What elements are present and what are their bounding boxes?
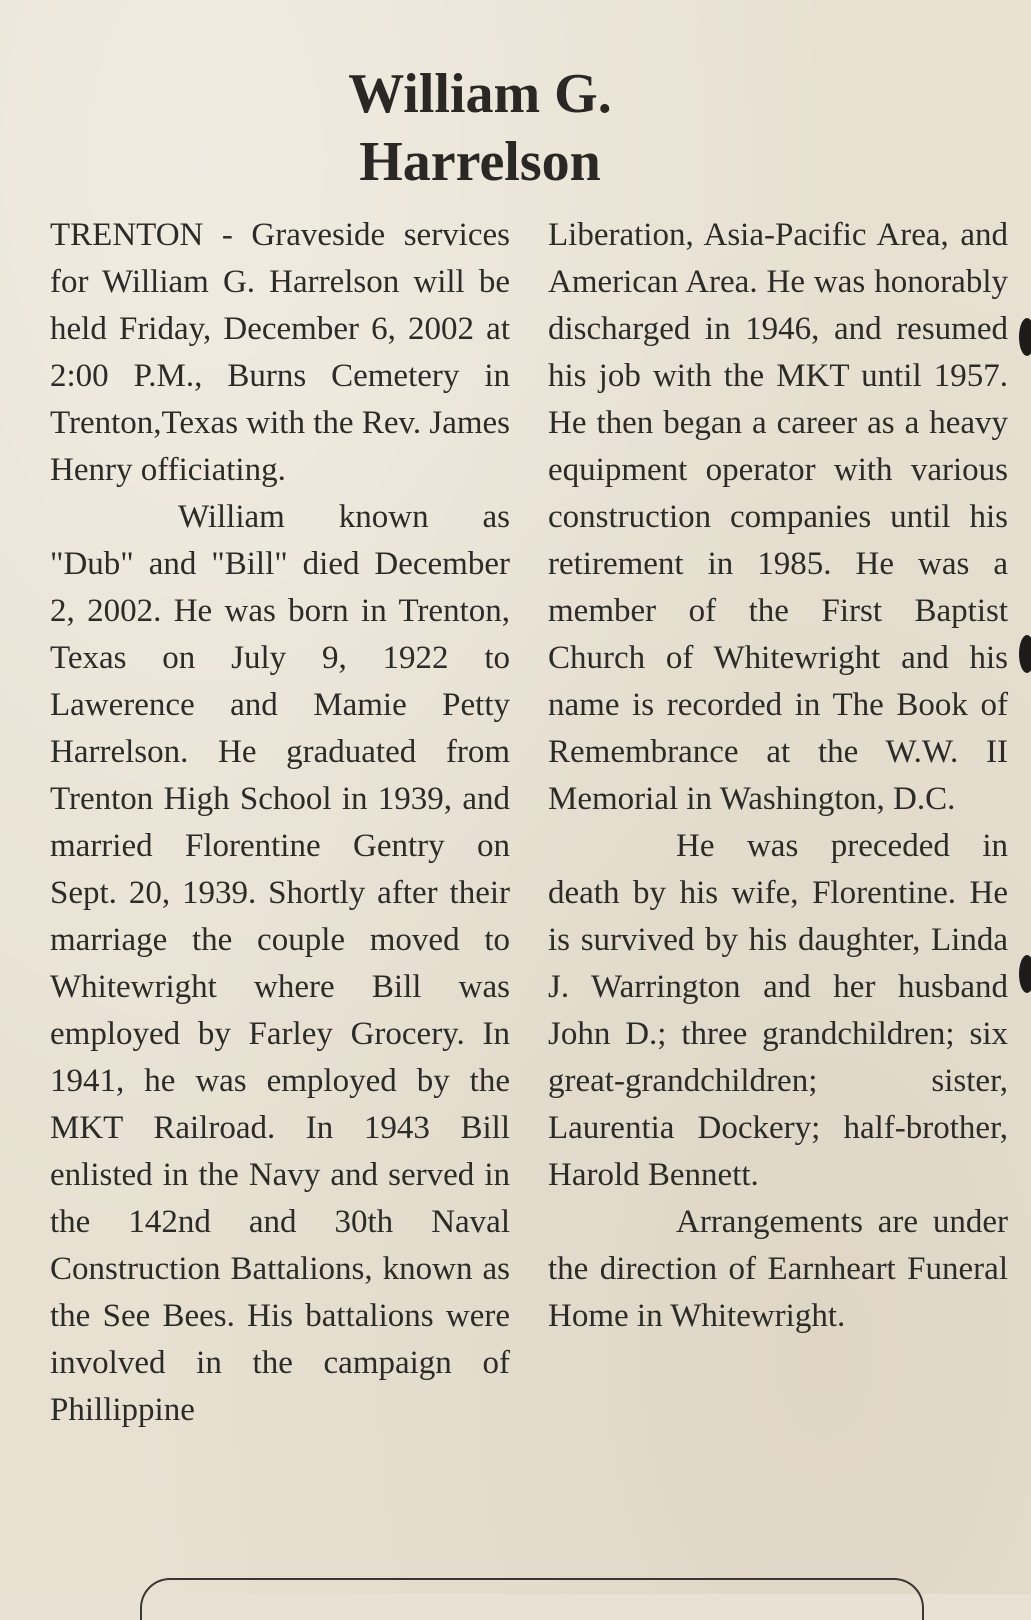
right-column xyxy=(548,212,1008,1340)
obituary-headline xyxy=(0,60,960,196)
paragraph-services: TRENTON - Graveside services for William G. Harrelson will be held Friday, December 6, 2002 at 2:00 P.M., Burns Cemetery in Trenton,Texas with the Rev. James Henry officiating. xyxy=(50,217,510,488)
binder-hole-mark xyxy=(1019,955,1031,993)
paragraph-survivors: He was preceded in death by his wife, Florentine. He is survived by his daughter, Linda J. Warrington and her husband John D.; three grandchildren; six great-grandchildren; sister, Laurentia Dockery; half-brother, Harold Bennett. xyxy=(548,828,1008,1193)
headline-line-1: William G. xyxy=(348,62,612,125)
paragraph-biography: William known as "Dub" and "Bill" died December 2, 2002. He was born in Trenton, Texas on July 9, 1922 to Lawerence and Mamie Petty Harrelson. He graduated from Trenton High School in 1939, and married Florentine Gentry on Sept. 20, 1939. Shortly after their marriage the couple moved to Whitewright where Bill was employed by Farley Grocery. In 1941, he was employed by the MKT Railroad. In 1943 Bill enlisted in the Navy and served in the 142nd and 30th Naval Construction Battalions, known as the See Bees. His battalions were involved in the campaign of Phillippine xyxy=(50,499,510,1428)
bottom-border-ornament xyxy=(140,1578,924,1620)
binder-hole-mark xyxy=(1019,318,1031,356)
left-column xyxy=(50,212,510,1434)
headline-line-2: Harrelson xyxy=(359,130,601,193)
paragraph-arrangements: Arrangements are under the direction of Earnheart Funeral Home in Whitewright. xyxy=(548,1204,1008,1334)
binder-hole-mark xyxy=(1019,635,1031,673)
paragraph-career: Liberation, Asia-Pacific Area, and American Area. He was honorably discharged in 1946, and resumed his job with the MKT until 1957. He then began a career as a heavy equipment operator with various construction companies until his retirement in 1985. He was a member of the First Baptist Church of Whitewright and his name is recorded in The Book of Remembrance at the W.W. II Memorial in Washington, D.C. xyxy=(548,217,1008,817)
